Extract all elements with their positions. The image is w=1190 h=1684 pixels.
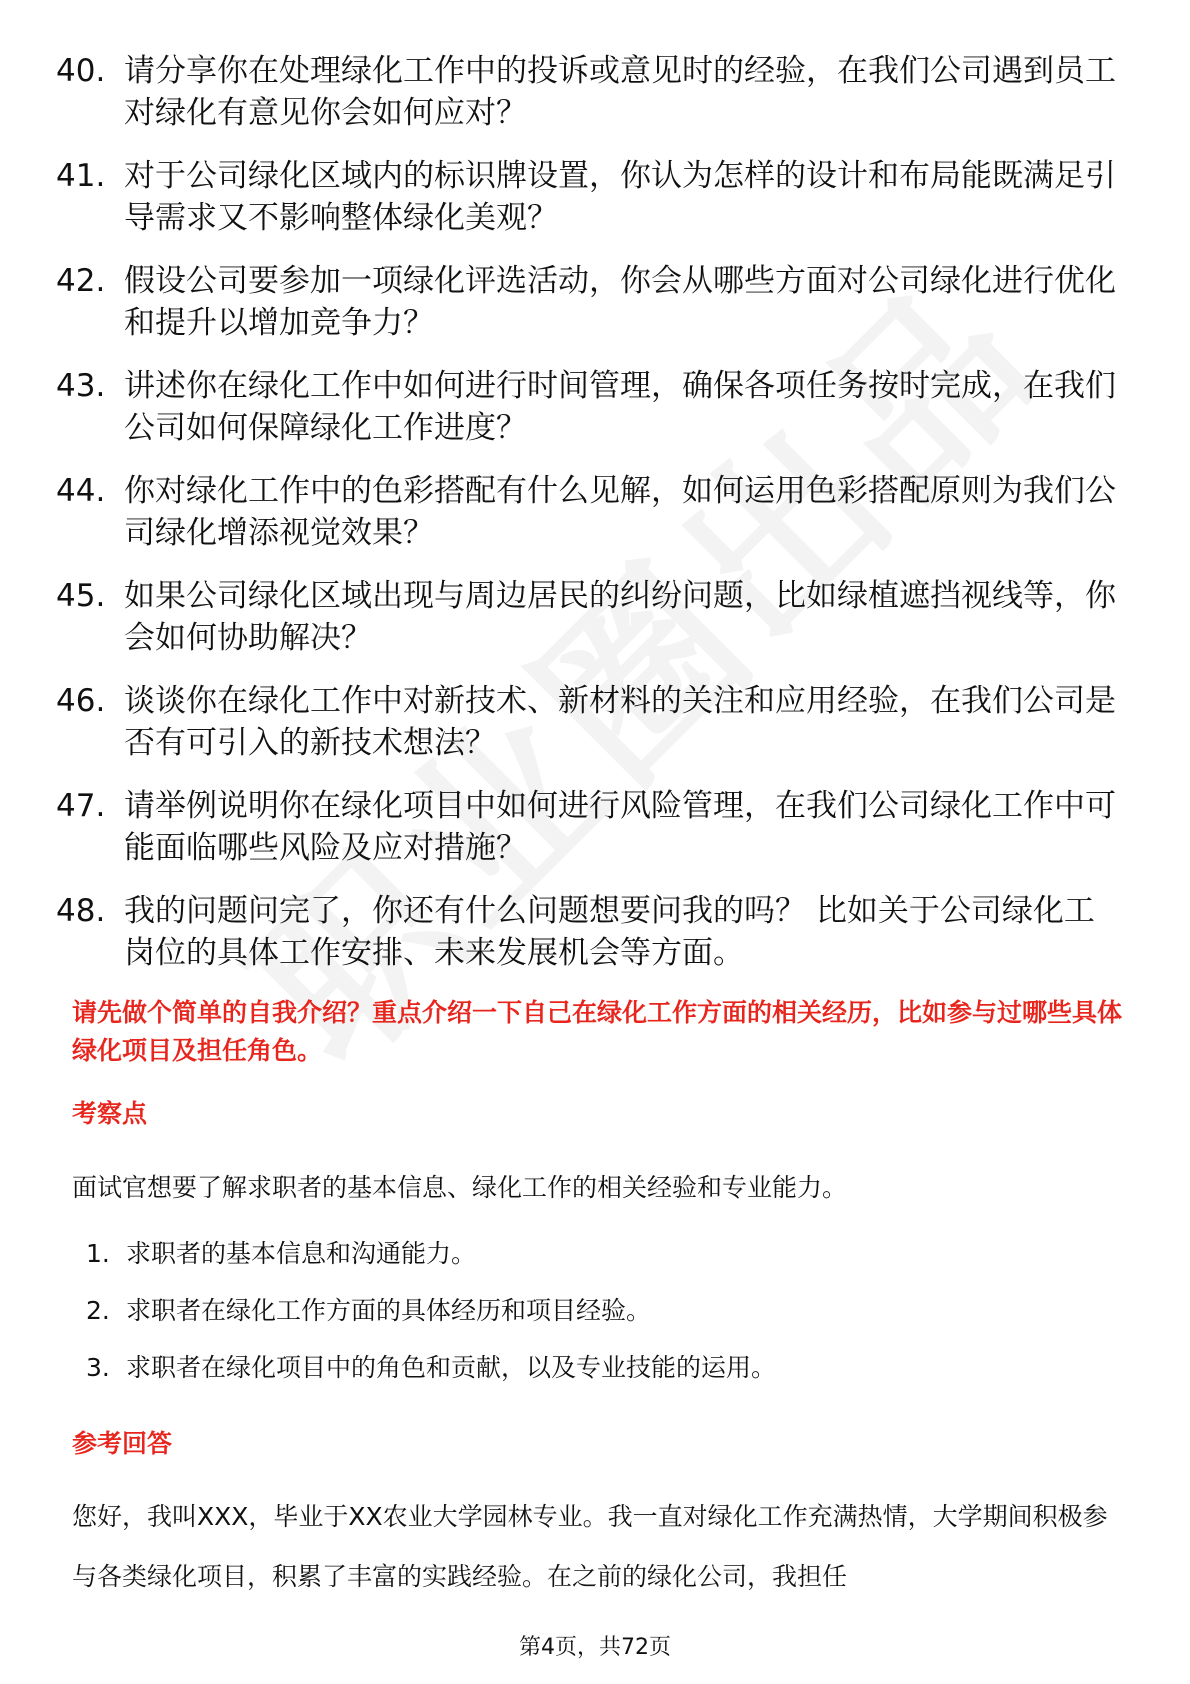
kaochadian-list	[86, 1234, 1086, 1405]
kaochadian-intro: 面试官想要了解求职者的基本信息、绿化工作的相关经验和专业能力。	[72, 1173, 848, 1202]
question-number: 46.	[56, 683, 106, 719]
question-text: 谈谈你在绿化工作中对新技术、新材料的关注和应用经验，在我们公司是否有可引入的新技术想法？	[124, 683, 1116, 761]
question-item	[56, 50, 1116, 134]
list-item	[86, 1291, 1086, 1331]
question-text: 请举例说明你在绿化项目中如何进行风险管理，在我们公司绿化工作中可能面临哪些风险及应对措施？	[124, 788, 1116, 866]
question-number: 41.	[56, 158, 106, 194]
list-item	[86, 1348, 1086, 1388]
question-number: 43.	[56, 368, 106, 404]
list-number: 2.	[86, 1296, 110, 1325]
question-item	[56, 155, 1116, 239]
question-text: 请分享你在处理绿化工作中的投诉或意见时的经验，在我们公司遇到员工对绿化有意见你会如何应对？	[124, 53, 1116, 131]
answer-text: 您好，我叫XXX，毕业于XX农业大学园林专业。我一直对绿化工作充满热情，大学期间积极参与各类绿化项目，积累了丰富的实践经验。在之前的绿化公司，我担任	[72, 1502, 1108, 1591]
list-text: 求职者在绿化项目中的角色和贡献，以及专业技能的运用。	[126, 1353, 777, 1382]
section-heading-answer: 参考回答	[72, 1429, 173, 1458]
question-number: 44.	[56, 473, 106, 509]
question-item	[56, 785, 1116, 869]
question-text: 你对绿化工作中的色彩搭配有什么见解，如何运用色彩搭配原则为我们公司绿化增添视觉效果？	[124, 473, 1116, 551]
section-heading-kaochadian: 考察点	[72, 1099, 148, 1128]
question-text: 假设公司要参加一项绿化评选活动，你会从哪些方面对公司绿化进行优化和提升以增加竞争力？	[124, 263, 1116, 341]
list-number: 1.	[86, 1239, 110, 1268]
featured-question: 请先做个简单的自我介绍？重点介绍一下自己在绿化工作方面的相关经历，比如参与过哪些具体绿化项目及担任角色。	[72, 998, 1123, 1065]
question-item	[56, 575, 1116, 659]
question-item	[56, 680, 1116, 764]
question-text: 对于公司绿化区域内的标识牌设置，你认为怎样的设计和布局能既满足引导需求又不影响整体绿化美观？	[124, 158, 1116, 236]
page-footer: 第4页，共72页	[519, 1635, 671, 1660]
question-text: 我的问题问完了，你还有什么问题想要问我的吗？ 比如关于公司绿化工岗位的具体工作安排、未来发展机会等方面。	[124, 893, 1095, 971]
list-number: 3.	[86, 1353, 110, 1382]
list-text: 求职者的基本信息和沟通能力。	[126, 1239, 477, 1268]
question-item	[56, 470, 1116, 554]
question-number: 40.	[56, 53, 106, 89]
question-item	[56, 890, 1116, 974]
question-text: 如果公司绿化区域出现与周边居民的纠纷问题，比如绿植遮挡视线等，你会如何协助解决？	[124, 578, 1116, 656]
question-number: 47.	[56, 788, 106, 824]
question-number: 45.	[56, 578, 106, 614]
question-number: 42.	[56, 263, 106, 299]
question-list	[56, 50, 1116, 995]
question-item	[56, 260, 1116, 344]
list-item	[86, 1234, 1086, 1274]
list-text: 求职者在绿化工作方面的具体经历和项目经验。	[126, 1296, 652, 1325]
question-number: 48.	[56, 893, 106, 929]
question-item	[56, 365, 1116, 449]
question-text: 讲述你在绿化工作中如何进行时间管理，确保各项任务按时完成，在我们公司如何保障绿化工作进度？	[124, 368, 1116, 446]
